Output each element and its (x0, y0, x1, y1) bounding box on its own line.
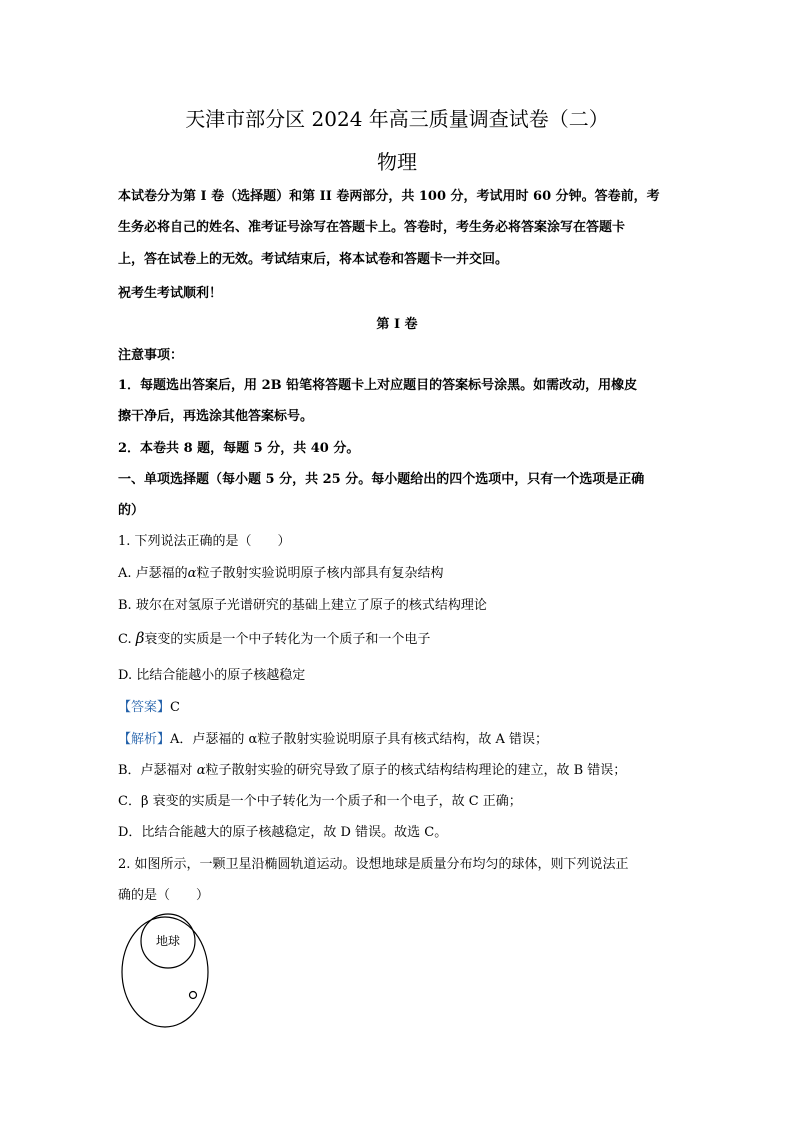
note-1-line-1: 1．每题选出答案后，用 2B 铅笔将答题卡上对应题目的答案标号涂黑。如需改动，用橡皮 (118, 378, 638, 393)
exam-title: 天津市部分区 2024 年高三质量调查试卷（二） (185, 107, 609, 131)
part-1-heading-line-2: 的） (118, 503, 145, 518)
intro-line-3: 上，答在试卷上的无效。考试结束后，将本试卷和答题卡一并交回。 (118, 252, 509, 267)
q1-option-a-post: 粒子散射实验说明原子核内部具有复杂结构 (196, 566, 444, 581)
satellite-dot (190, 992, 197, 999)
intro-line-1: 本试卷分为第 I 卷（选择题）和第 II 卷两部分，共 100 分，考试用时 60 分钟。答卷前，考 (118, 189, 660, 204)
alpha-symbol: α (187, 566, 197, 581)
analysis-b-post: 粒子散射实验的研究导致了原子的核式结构结构理论的建立，故 B 错误； (205, 763, 627, 778)
alpha-symbol-2: α (196, 763, 206, 778)
analysis-a-text: A．卢瑟福的 α粒子散射实验说明原子具有核式结构，故 A 错误； (170, 732, 548, 747)
earth-label: 地球 (155, 934, 181, 948)
subject-title: 物理 (377, 150, 417, 174)
q1-stem: 1. 下列说法正确的是（ ） (118, 534, 291, 549)
answer-tag: 【答案】 (118, 700, 171, 715)
q1-analysis-b (118, 759, 626, 778)
q1-option-d: D. 比结合能越小的原子核越稳定 (118, 668, 306, 683)
q1-option-c-pre: C. (118, 632, 136, 647)
notes-title: 注意事项： (118, 348, 184, 363)
orbit-figure (118, 912, 214, 1040)
intro-wish: 祝考生考试顺利！ (118, 286, 223, 301)
q1-option-b: B. 玻尔在对氢原子光谱研究的基础上建立了原子的核式结构理论 (118, 598, 487, 613)
q1-analysis-c: C．β 衰变的实质是一个中子转化为一个质子和一个电子，故 C 正确； (118, 794, 522, 809)
q1-option-a (118, 562, 443, 581)
answer-value: C (170, 700, 180, 715)
q2-stem-line-1: 2. 如图所示，一颗卫星沿椭圆轨道运动。设想地球是质量分布均匀的球体，则下列说法正 (118, 857, 629, 872)
q2-stem-line-2: 确的是（ ） (118, 888, 210, 903)
note-2: 2．本卷共 8 题，每题 5 分，共 40 分。 (118, 441, 360, 456)
q1-option-c (118, 628, 430, 647)
q1-answer (118, 696, 180, 715)
intro-line-2: 生务必将自己的姓名、准考证号涂写在答题卡上。答卷时，考生务必将答案涂写在答题卡 (118, 220, 626, 235)
q1-analysis-a (118, 728, 548, 747)
analysis-tag: 【解析】 (118, 732, 171, 747)
q1-option-c-post: 衰变的实质是一个中子转化为一个质子和一个电子 (144, 632, 431, 647)
q1-analysis-d: D．比结合能越大的原子核越稳定，故 D 错误。故选 C。 (118, 825, 448, 840)
note-1-line-2: 擦干净后，再选涂其他答案标号。 (118, 409, 314, 424)
q1-option-a-pre: A. 卢瑟福的 (118, 566, 188, 581)
analysis-b-pre: B．卢瑟福对 (118, 763, 197, 778)
section-heading: 第 I 卷 (376, 317, 418, 332)
beta-symbol: β (135, 629, 145, 647)
part-1-heading-line-1: 一、单项选择题（每小题 5 分，共 25 分。每小题给出的四个选项中，只有一个选项是正确 (118, 472, 645, 487)
